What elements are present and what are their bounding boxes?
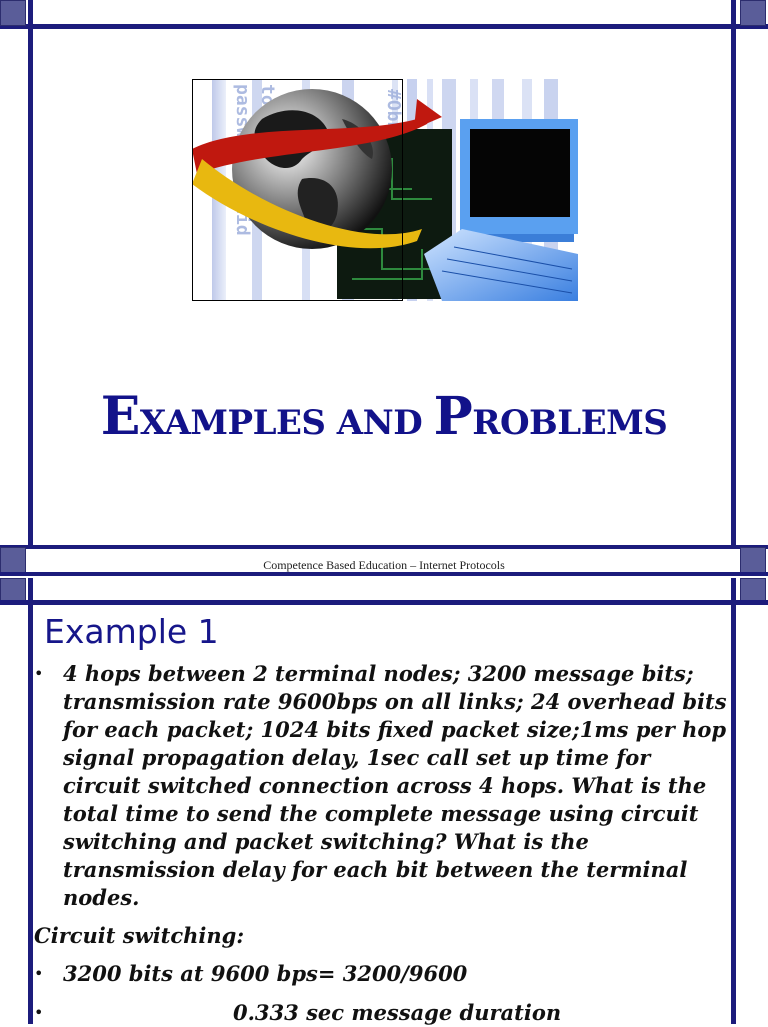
title-initial-p: P (433, 386, 473, 447)
calc-bullet-2 (34, 999, 734, 1027)
bullet-marker: • (34, 964, 44, 983)
corner-square-top-left (0, 0, 26, 26)
problem-bullet (34, 660, 734, 912)
slide-title (0, 386, 768, 447)
slide-footer: Competence Based Education – Internet Protocols (263, 558, 505, 572)
slide-1-top-rule (0, 24, 768, 29)
calc-line-2: 0.333 sec message duration (233, 1000, 562, 1025)
slide-1-left-rule (28, 0, 33, 549)
computer-monitor-icon (460, 119, 578, 242)
hero-image (192, 79, 578, 301)
slide-1-right-rule (731, 0, 736, 549)
slide-2-top-rule-upper (0, 572, 768, 576)
slide-1-bottom-rule (0, 545, 768, 549)
example-body (34, 660, 734, 1027)
calc-line-1: 3200 bits at 9600 bps= 3200/9600 (63, 961, 468, 986)
calc-bullet-1 (34, 960, 734, 988)
title-text-examples-and: XAMPLES AND (139, 403, 434, 443)
corner-square-top-right (740, 0, 766, 26)
slide-2-top-rule (0, 600, 768, 605)
bullet-marker: • (34, 664, 44, 683)
problem-text: 4 hops between 2 terminal nodes; 3200 message bits; transmission rate 9600bps on all links; 24 overhead bits for each packet; 1024 bits fixed packet size;1ms per hop signal propagation delay, 1sec call set up time for circuit switched connection across 4 hops. What is the total time to send the complete message using circuit switching and packet switching? What is the transmission delay for each bit between the terminal nodes. (63, 661, 727, 910)
bullet-marker: • (34, 1003, 44, 1022)
slide-2-left-rule (28, 578, 33, 1024)
title-text-problems: ROBLEMS (472, 403, 668, 443)
title-initial-e: E (100, 386, 140, 447)
section-heading: Circuit switching: (34, 923, 245, 948)
example-title: Example 1 (44, 612, 219, 651)
